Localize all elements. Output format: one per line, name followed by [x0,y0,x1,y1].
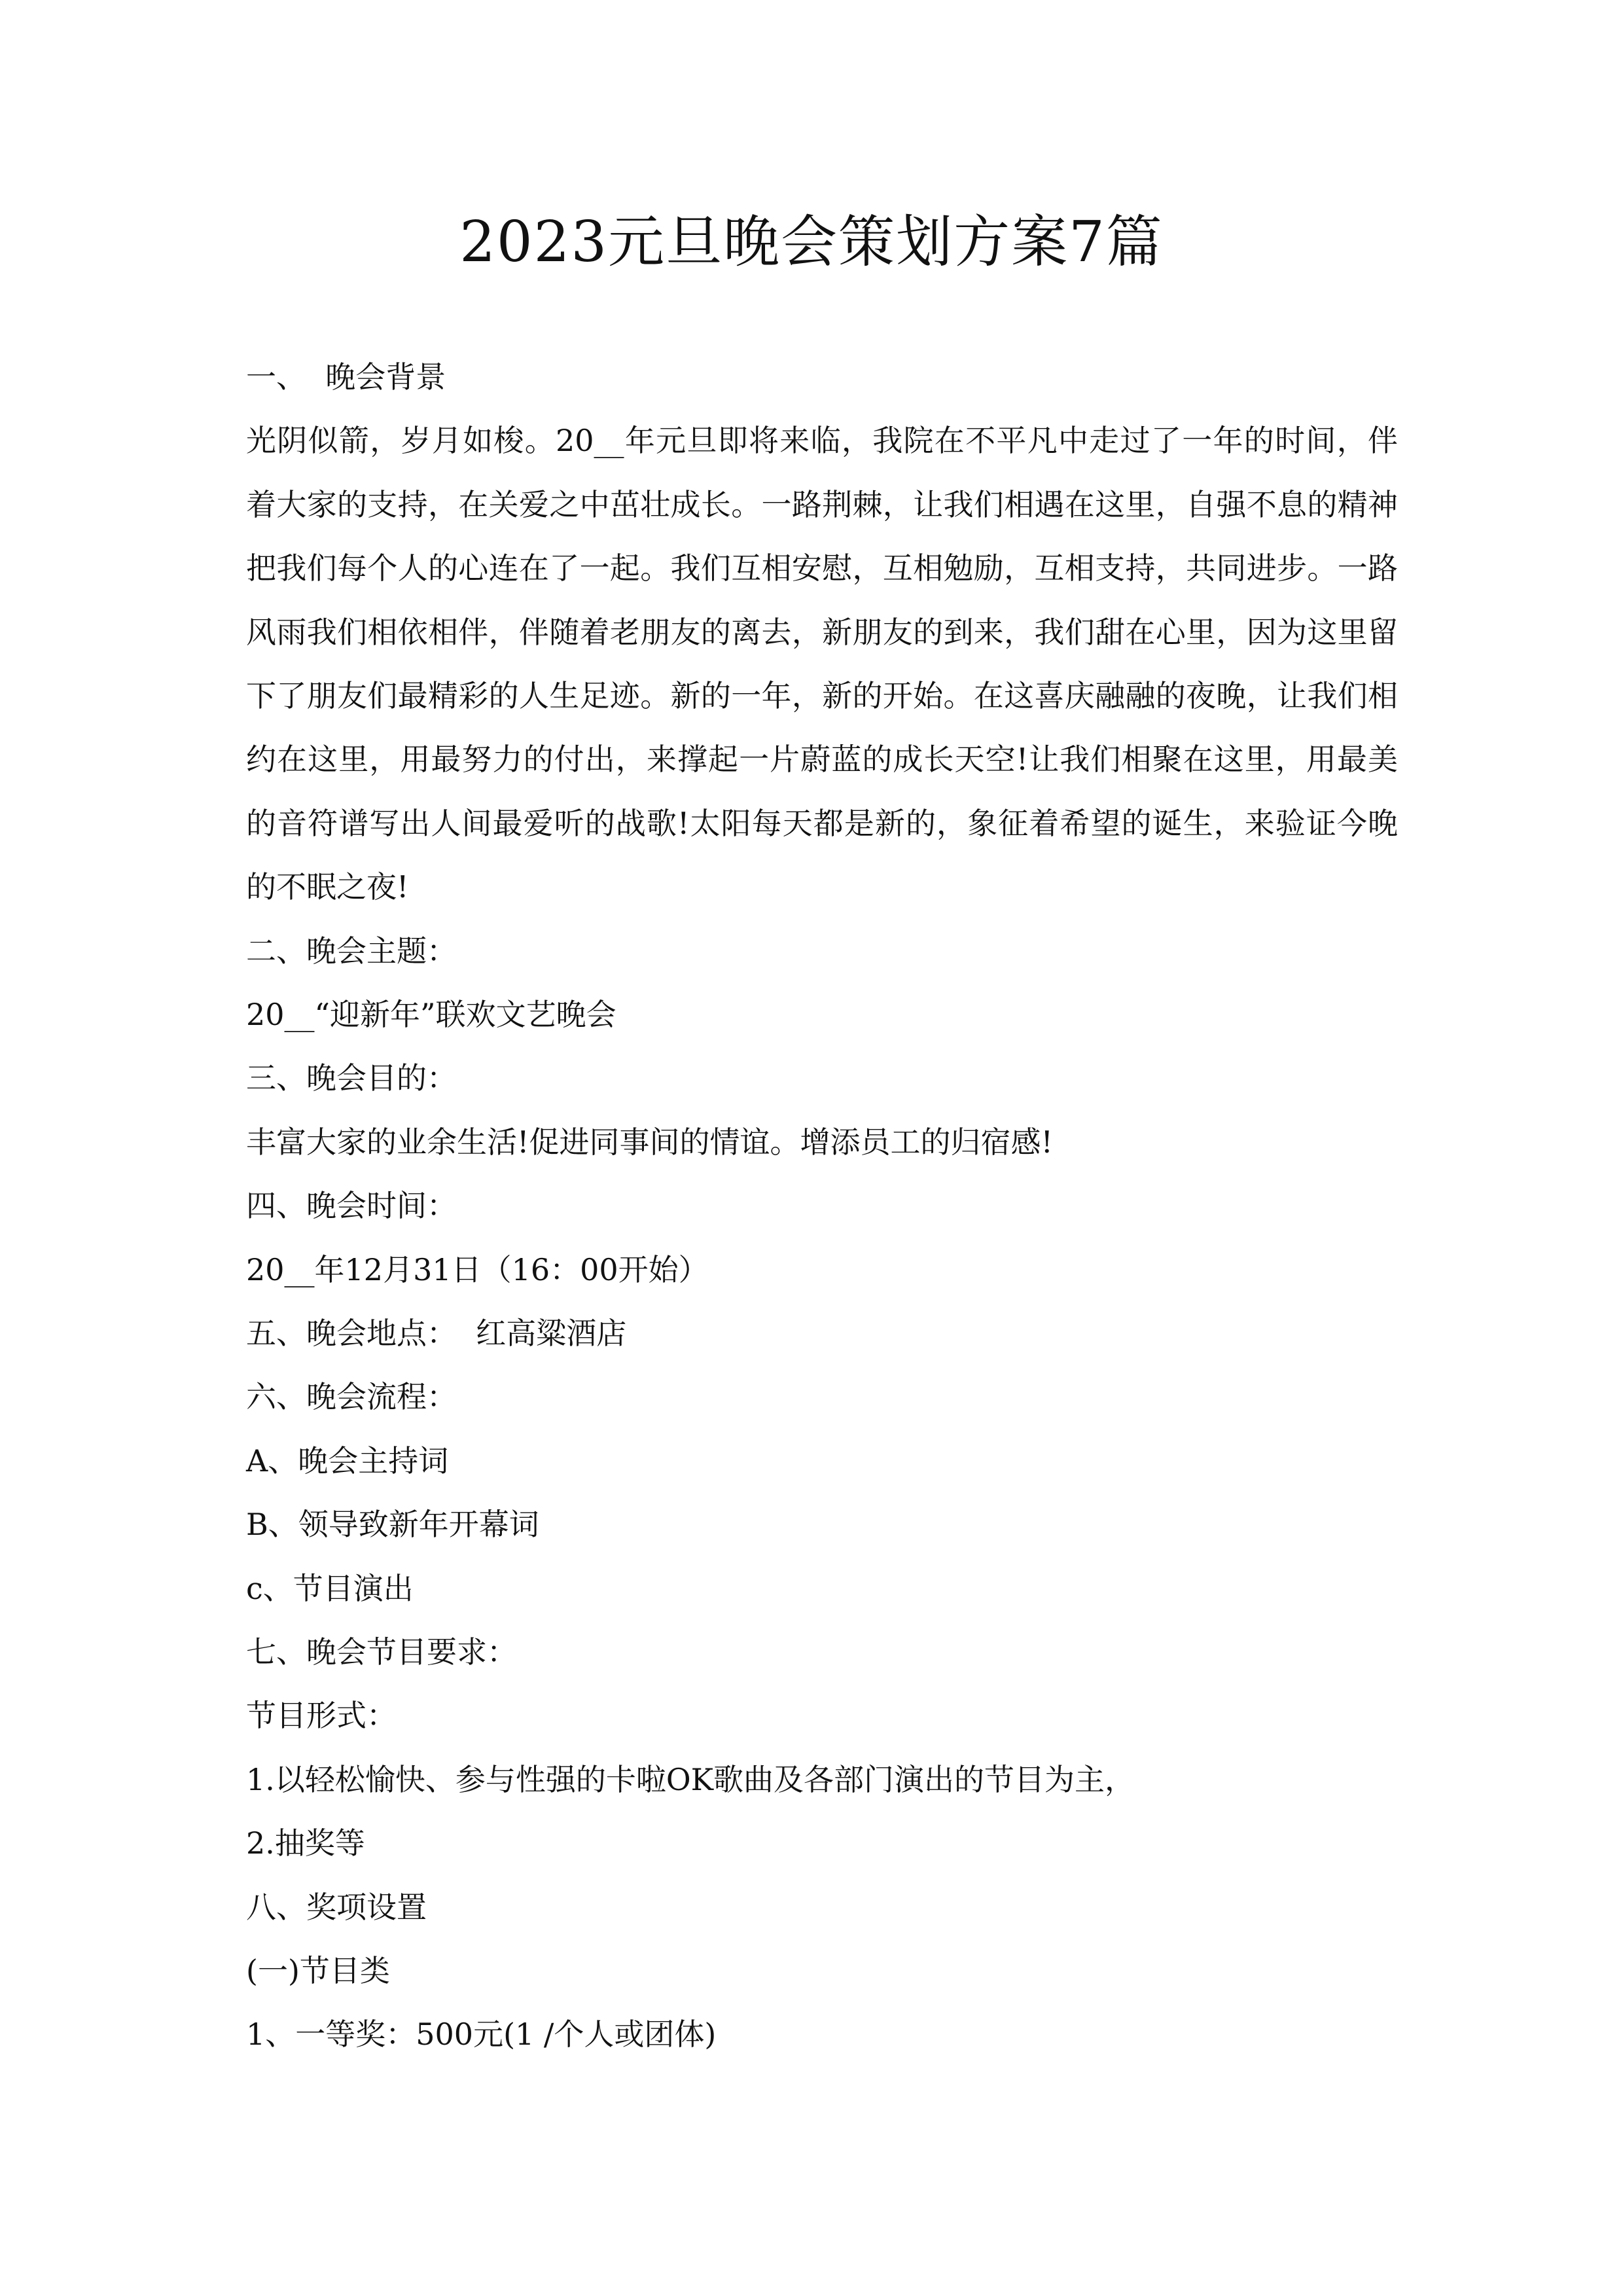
section-heading-awards: 八、奖项设置 [246,1889,427,1925]
awards-item: 1、一等奖：500元(1 /个人或团体) [246,2017,717,2053]
section-heading-theme: 二、晚会主题： [246,933,457,969]
awards-category: (一)节目类 [246,1952,390,1988]
background-paragraph: 光阴似箭，岁月如梭。20__年元旦即将来临，我院在不平凡中走过了一年的时间，伴着大家的支持，在关爱之中茁壮成长。一路荆棘，让我们相遇在这里，自强不息的精神把我们每个人的心连在了一起。我们互相安慰，互相勉励，互相支持，共同进步。一路风雨我们相依相伴，伴随着老朋友的离去，新朋友的到来，我们甜在心里，因为这里留下了朋友们最精彩的人生足迹。新的一年，新的开始。在这喜庆融融的夜晚，让我们相约在这里，用最努力的付出，来撑起一片蔚蓝的成长天空!让我们相聚在这里，用最美的音符谱写出人间最爱听的战歌!太阳每天都是新的，象征着希望的诞生，来验证今晚的不眠之夜! [246,423,1398,905]
section-heading-purpose: 三、晚会目的： [246,1060,457,1096]
requirements-item: 2.抽奖等 [246,1825,365,1861]
section-heading-flow: 六、晚会流程： [246,1379,457,1415]
document-body [246,346,1398,2067]
requirements-subheading: 节目形式： [246,1698,397,1734]
purpose-text: 丰富大家的业余生活!促进同事间的情谊。增添员工的归宿感! [246,1124,1053,1160]
flow-item: c、节目演出 [246,1570,414,1606]
section-heading-background: 一、 晚会背景 [246,359,446,395]
theme-text: 20__“迎新年”联欢文艺晚会 [246,997,616,1033]
requirements-item: 1.以轻松愉快、参与性强的卡啦OK歌曲及各部门演出的节目为主， [246,1761,1135,1797]
section-heading-requirements: 七、晚会节目要求： [246,1634,517,1670]
section-heading-time: 四、晚会时间： [246,1188,457,1224]
flow-item: B、领导致新年开幕词 [246,1507,539,1543]
document-title: 2023元旦晚会策划方案7篇 [459,209,1164,275]
flow-item: A、晚会主持词 [246,1443,449,1479]
time-text: 20__年12月31日（16：00开始） [246,1251,709,1287]
section-heading-venue: 五、晚会地点： 红高粱酒店 [246,1315,627,1351]
